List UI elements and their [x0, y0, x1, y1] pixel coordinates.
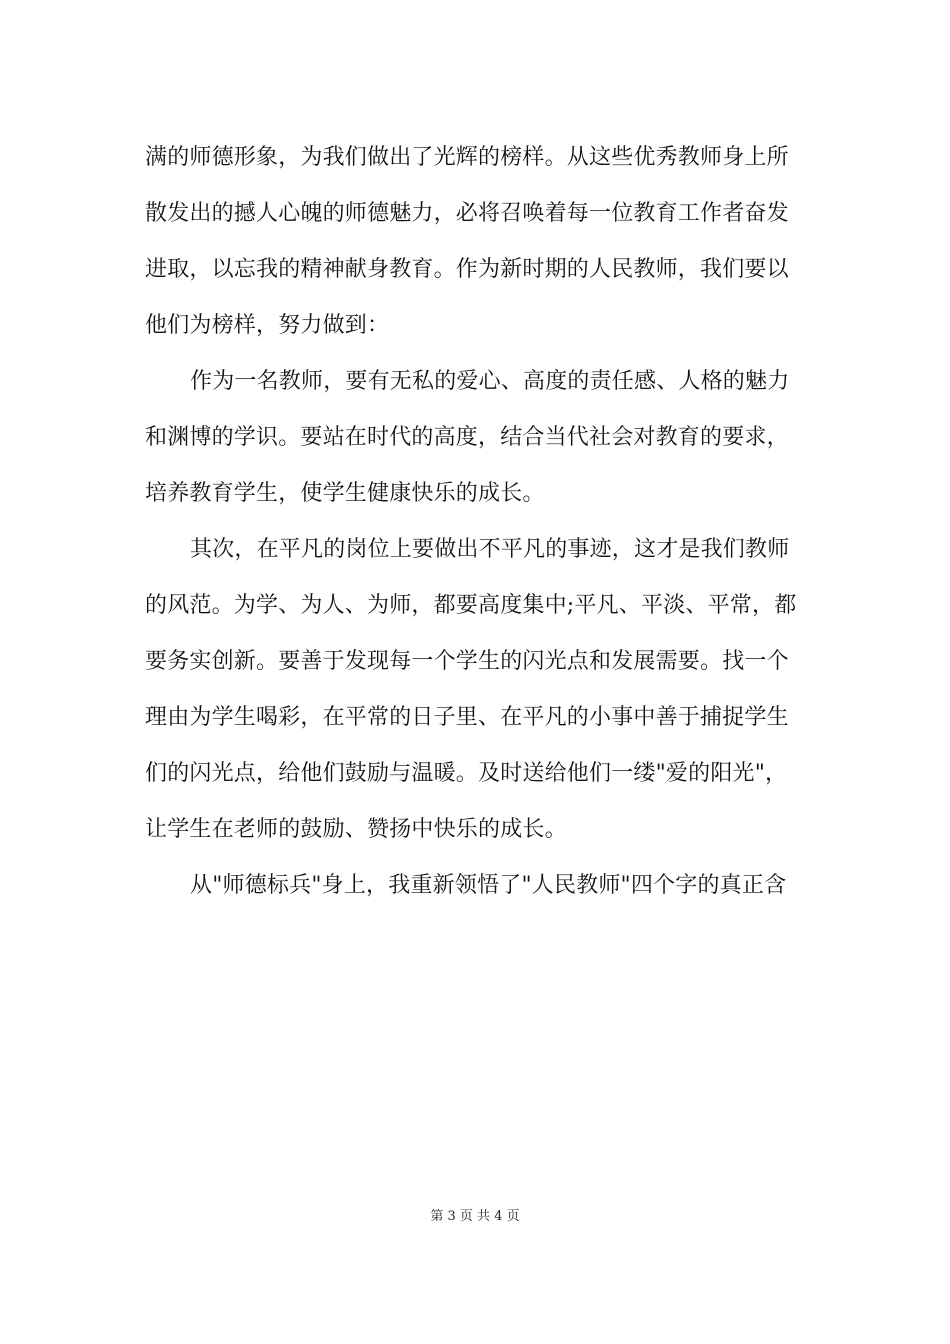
- paragraph-start-line: 作为一名教师，要有无私的爱心、高度的责任感、人格的魅力: [190, 369, 790, 394]
- text-line: 培养教育学生，使学生健康快乐的成长。: [145, 481, 545, 506]
- text-line: 的风范。为学、为人、为师，都要高度集中;平凡、平淡、平常，都: [145, 593, 797, 618]
- page-number: 第 3 页 共 4 页: [430, 1209, 520, 1224]
- text-line: 和渊博的学识。要站在时代的高度，结合当代社会对教育的要求，: [145, 425, 789, 450]
- text-line: 让学生在老师的鼓励、赞扬中快乐的成长。: [145, 817, 567, 842]
- body-text: [145, 130, 810, 914]
- text-line: 他们为榜样，努力做到：: [145, 313, 390, 338]
- paragraph-start-line: 从"师德标兵"身上，我重新领悟了"人民教师"四个字的真正含: [190, 873, 787, 898]
- text-line: 理由为学生喝彩，在平常的日子里、在平凡的小事中善于捕捉学生: [145, 705, 789, 730]
- text-line: 满的师德形象，为我们做出了光辉的榜样。从这些优秀教师身上所: [145, 145, 789, 170]
- text-line: 散发出的撼人心魄的师德魅力，必将召唤着每一位教育工作者奋发: [145, 201, 789, 226]
- text-line: 们的闪光点，给他们鼓励与温暖。及时送给他们一缕"爱的阳光"，: [145, 761, 788, 786]
- text-line: 要务实创新。要善于发现每一个学生的闪光点和发展需要。找一个: [145, 649, 789, 674]
- text-line: 进取，以忘我的精神献身教育。作为新时期的人民教师，我们要以: [145, 257, 789, 282]
- page-footer: [0, 1208, 950, 1226]
- paragraph-start-line: 其次，在平凡的岗位上要做出不平凡的事迹，这才是我们教师: [190, 537, 790, 562]
